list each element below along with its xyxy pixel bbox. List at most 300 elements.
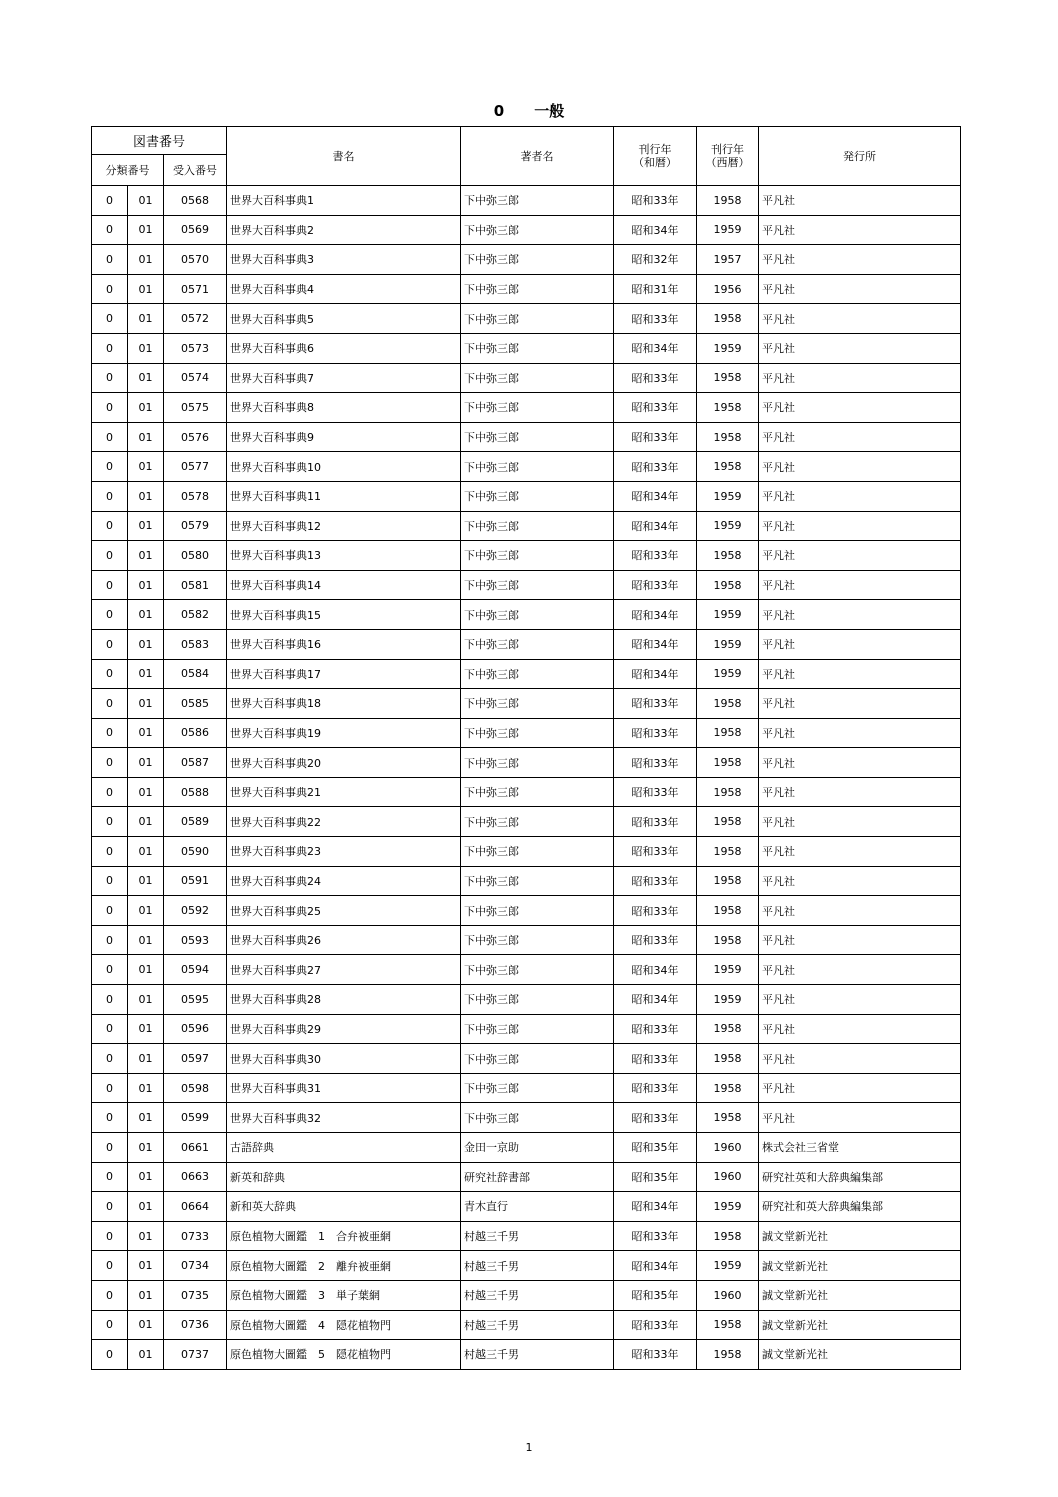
cell-year-ad: 1959	[697, 955, 759, 985]
cell-year-jp: 昭和34年	[614, 985, 697, 1015]
cell-accession-number: 0571	[164, 274, 227, 304]
cell-author: 下中弥三郎	[461, 777, 614, 807]
cell-publisher: 誠文堂新光社	[759, 1310, 961, 1340]
table-row	[92, 748, 961, 778]
cell-year-jp: 昭和33年	[614, 866, 697, 896]
cell-publisher: 平凡社	[759, 1103, 961, 1133]
cell-year-ad: 1958	[697, 777, 759, 807]
cell-publisher: 平凡社	[759, 659, 961, 689]
cell-class-subnumber: 01	[128, 1133, 164, 1163]
cell-accession-number: 0588	[164, 777, 227, 807]
cell-year-jp: 昭和33年	[614, 925, 697, 955]
cell-class-subnumber: 01	[128, 718, 164, 748]
cell-year-ad: 1958	[697, 1044, 759, 1074]
cell-author: 下中弥三郎	[461, 333, 614, 363]
cell-class-subnumber: 01	[128, 1073, 164, 1103]
cell-year-jp: 昭和33年	[614, 393, 697, 423]
cell-book-title: 世界大百科事典2	[227, 215, 461, 245]
cell-author: 下中弥三郎	[461, 748, 614, 778]
cell-class-subnumber: 01	[128, 896, 164, 926]
table-row	[92, 570, 961, 600]
cell-publisher: 平凡社	[759, 1044, 961, 1074]
cell-publisher: 誠文堂新光社	[759, 1280, 961, 1310]
header-year-ad: 刊行年 （西暦）	[697, 127, 759, 186]
cell-book-title: 世界大百科事典11	[227, 481, 461, 511]
cell-author: 下中弥三郎	[461, 422, 614, 452]
cell-publisher: 平凡社	[759, 896, 961, 926]
cell-class-subnumber: 01	[128, 1103, 164, 1133]
table-row	[92, 1014, 961, 1044]
cell-year-jp: 昭和33年	[614, 1103, 697, 1133]
cell-accession-number: 0735	[164, 1280, 227, 1310]
cell-year-ad: 1958	[697, 1014, 759, 1044]
cell-book-title: 世界大百科事典6	[227, 333, 461, 363]
header-accession: 受入番号	[164, 155, 227, 186]
cell-class-number: 0	[92, 363, 128, 393]
table-row	[92, 333, 961, 363]
table-row	[92, 985, 961, 1015]
cell-year-ad: 1956	[697, 274, 759, 304]
cell-accession-number: 0663	[164, 1162, 227, 1192]
cell-book-title: 世界大百科事典28	[227, 985, 461, 1015]
cell-class-subnumber: 01	[128, 985, 164, 1015]
cell-book-title: 世界大百科事典5	[227, 304, 461, 334]
cell-author: 下中弥三郎	[461, 689, 614, 719]
cell-year-jp: 昭和34年	[614, 659, 697, 689]
table-row	[92, 925, 961, 955]
cell-author: 下中弥三郎	[461, 304, 614, 334]
cell-year-ad: 1958	[697, 422, 759, 452]
cell-publisher: 平凡社	[759, 541, 961, 571]
cell-publisher: 平凡社	[759, 274, 961, 304]
cell-class-number: 0	[92, 245, 128, 275]
cell-accession-number: 0570	[164, 245, 227, 275]
cell-author: 下中弥三郎	[461, 215, 614, 245]
cell-year-jp: 昭和33年	[614, 1073, 697, 1103]
cell-class-number: 0	[92, 452, 128, 482]
cell-publisher: 平凡社	[759, 985, 961, 1015]
cell-accession-number: 0569	[164, 215, 227, 245]
cell-book-title: 世界大百科事典23	[227, 837, 461, 867]
cell-class-number: 0	[92, 866, 128, 896]
cell-author: 下中弥三郎	[461, 866, 614, 896]
cell-class-subnumber: 01	[128, 422, 164, 452]
cell-year-ad: 1958	[697, 363, 759, 393]
cell-class-number: 0	[92, 215, 128, 245]
cell-publisher: 平凡社	[759, 748, 961, 778]
cell-book-title: 原色植物大圖鑑 3 単子葉網	[227, 1280, 461, 1310]
cell-class-number: 0	[92, 422, 128, 452]
cell-class-subnumber: 01	[128, 1014, 164, 1044]
cell-accession-number: 0589	[164, 807, 227, 837]
cell-publisher: 研究社英和大辞典編集部	[759, 1162, 961, 1192]
cell-publisher: 平凡社	[759, 333, 961, 363]
cell-author: 下中弥三郎	[461, 718, 614, 748]
cell-publisher: 平凡社	[759, 481, 961, 511]
cell-class-subnumber: 01	[128, 511, 164, 541]
cell-accession-number: 0599	[164, 1103, 227, 1133]
cell-class-subnumber: 01	[128, 1162, 164, 1192]
cell-class-number: 0	[92, 1133, 128, 1163]
cell-publisher: 平凡社	[759, 718, 961, 748]
cell-publisher: 平凡社	[759, 422, 961, 452]
cell-book-title: 世界大百科事典30	[227, 1044, 461, 1074]
cell-accession-number: 0575	[164, 393, 227, 423]
cell-class-number: 0	[92, 1014, 128, 1044]
cell-author: 下中弥三郎	[461, 570, 614, 600]
cell-accession-number: 0584	[164, 659, 227, 689]
cell-year-ad: 1960	[697, 1133, 759, 1163]
cell-class-subnumber: 01	[128, 600, 164, 630]
cell-class-subnumber: 01	[128, 363, 164, 393]
cell-class-number: 0	[92, 274, 128, 304]
cell-year-ad: 1959	[697, 481, 759, 511]
cell-accession-number: 0733	[164, 1221, 227, 1251]
cell-book-title: 世界大百科事典1	[227, 186, 461, 216]
cell-author: 下中弥三郎	[461, 1073, 614, 1103]
cell-publisher: 平凡社	[759, 570, 961, 600]
cell-publisher: 平凡社	[759, 689, 961, 719]
cell-class-number: 0	[92, 718, 128, 748]
cell-year-ad: 1959	[697, 600, 759, 630]
cell-year-jp: 昭和33年	[614, 718, 697, 748]
cell-author: 村越三千男	[461, 1340, 614, 1370]
cell-book-title: 世界大百科事典12	[227, 511, 461, 541]
cell-author: 下中弥三郎	[461, 511, 614, 541]
table-row	[92, 393, 961, 423]
cell-year-ad: 1959	[697, 659, 759, 689]
cell-accession-number: 0596	[164, 1014, 227, 1044]
cell-book-title: 世界大百科事典21	[227, 777, 461, 807]
cell-book-title: 世界大百科事典15	[227, 600, 461, 630]
table-row	[92, 274, 961, 304]
cell-book-title: 世界大百科事典8	[227, 393, 461, 423]
table-row	[92, 363, 961, 393]
cell-class-number: 0	[92, 925, 128, 955]
cell-author: 金田一京助	[461, 1133, 614, 1163]
cell-author: 下中弥三郎	[461, 245, 614, 275]
cell-accession-number: 0579	[164, 511, 227, 541]
cell-author: 下中弥三郎	[461, 955, 614, 985]
cell-year-jp: 昭和33年	[614, 807, 697, 837]
table-row	[92, 1044, 961, 1074]
page-number: 1	[525, 1441, 533, 1454]
cell-year-jp: 昭和33年	[614, 541, 697, 571]
cell-class-number: 0	[92, 511, 128, 541]
cell-year-ad: 1958	[697, 896, 759, 926]
cell-year-jp: 昭和33年	[614, 837, 697, 867]
cell-accession-number: 0585	[164, 689, 227, 719]
cell-class-subnumber: 01	[128, 1044, 164, 1074]
section-number: 0	[493, 102, 505, 120]
cell-class-subnumber: 01	[128, 274, 164, 304]
cell-book-title: 世界大百科事典24	[227, 866, 461, 896]
cell-accession-number: 0578	[164, 481, 227, 511]
cell-class-number: 0	[92, 837, 128, 867]
cell-class-subnumber: 01	[128, 481, 164, 511]
cell-year-ad: 1959	[697, 629, 759, 659]
cell-accession-number: 0664	[164, 1192, 227, 1222]
cell-class-number: 0	[92, 600, 128, 630]
cell-year-jp: 昭和33年	[614, 570, 697, 600]
table-row	[92, 600, 961, 630]
cell-publisher: 研究社和英大辞典編集部	[759, 1192, 961, 1222]
cell-author: 下中弥三郎	[461, 629, 614, 659]
cell-year-ad: 1958	[697, 186, 759, 216]
cell-book-title: 世界大百科事典9	[227, 422, 461, 452]
cell-class-subnumber: 01	[128, 186, 164, 216]
cell-accession-number: 0597	[164, 1044, 227, 1074]
cell-year-jp: 昭和33年	[614, 777, 697, 807]
cell-year-jp: 昭和34年	[614, 511, 697, 541]
cell-class-number: 0	[92, 186, 128, 216]
cell-author: 下中弥三郎	[461, 452, 614, 482]
cell-book-title: 世界大百科事典32	[227, 1103, 461, 1133]
table-row	[92, 1310, 961, 1340]
cell-book-title: 新和英大辞典	[227, 1192, 461, 1222]
cell-book-title: 世界大百科事典17	[227, 659, 461, 689]
cell-publisher: 平凡社	[759, 363, 961, 393]
cell-year-ad: 1959	[697, 333, 759, 363]
cell-class-number: 0	[92, 777, 128, 807]
cell-year-ad: 1957	[697, 245, 759, 275]
cell-book-title: 原色植物大圖鑑 4 隠花植物門	[227, 1310, 461, 1340]
cell-publisher: 平凡社	[759, 452, 961, 482]
table-row	[92, 511, 961, 541]
cell-publisher: 平凡社	[759, 837, 961, 867]
cell-year-jp: 昭和34年	[614, 955, 697, 985]
cell-class-number: 0	[92, 1310, 128, 1340]
cell-year-ad: 1958	[697, 866, 759, 896]
cell-class-number: 0	[92, 393, 128, 423]
cell-accession-number: 0590	[164, 837, 227, 867]
cell-class-number: 0	[92, 304, 128, 334]
table-row	[92, 1162, 961, 1192]
cell-author: 下中弥三郎	[461, 985, 614, 1015]
cell-class-subnumber: 01	[128, 837, 164, 867]
cell-book-title: 原色植物大圖鑑 5 隠花植物門	[227, 1340, 461, 1370]
cell-publisher: 平凡社	[759, 511, 961, 541]
cell-accession-number: 0586	[164, 718, 227, 748]
table-row	[92, 245, 961, 275]
cell-author: 村越三千男	[461, 1280, 614, 1310]
cell-year-ad: 1958	[697, 1221, 759, 1251]
cell-class-subnumber: 01	[128, 1221, 164, 1251]
table-row	[92, 955, 961, 985]
cell-publisher: 平凡社	[759, 1073, 961, 1103]
cell-class-subnumber: 01	[128, 866, 164, 896]
cell-year-ad: 1959	[697, 985, 759, 1015]
catalog-table	[91, 126, 961, 1370]
cell-class-subnumber: 01	[128, 452, 164, 482]
cell-class-number: 0	[92, 985, 128, 1015]
header-year-jp: 刊行年 （和暦）	[614, 127, 697, 186]
table-row	[92, 422, 961, 452]
cell-year-ad: 1959	[697, 215, 759, 245]
cell-class-number: 0	[92, 1221, 128, 1251]
cell-book-title: 世界大百科事典16	[227, 629, 461, 659]
cell-class-number: 0	[92, 1073, 128, 1103]
table-row	[92, 541, 961, 571]
table-row	[92, 629, 961, 659]
cell-year-ad: 1958	[697, 1340, 759, 1370]
cell-year-ad: 1959	[697, 1192, 759, 1222]
cell-class-number: 0	[92, 1044, 128, 1074]
table-row	[92, 1192, 961, 1222]
cell-year-jp: 昭和33年	[614, 1310, 697, 1340]
cell-year-jp: 昭和33年	[614, 1014, 697, 1044]
cell-book-title: 世界大百科事典10	[227, 452, 461, 482]
cell-accession-number: 0593	[164, 925, 227, 955]
cell-class-number: 0	[92, 748, 128, 778]
cell-book-title: 世界大百科事典13	[227, 541, 461, 571]
cell-author: 下中弥三郎	[461, 1103, 614, 1133]
cell-year-jp: 昭和33年	[614, 304, 697, 334]
table-row	[92, 1073, 961, 1103]
header-author: 著者名	[461, 127, 614, 186]
cell-year-jp: 昭和33年	[614, 1340, 697, 1370]
cell-class-subnumber: 01	[128, 629, 164, 659]
cell-publisher: 誠文堂新光社	[759, 1340, 961, 1370]
cell-year-ad: 1958	[697, 393, 759, 423]
cell-book-title: 新英和辞典	[227, 1162, 461, 1192]
cell-year-jp: 昭和33年	[614, 452, 697, 482]
cell-class-subnumber: 01	[128, 807, 164, 837]
cell-publisher: 平凡社	[759, 304, 961, 334]
cell-class-number: 0	[92, 629, 128, 659]
cell-class-subnumber: 01	[128, 304, 164, 334]
header-classification: 分類番号	[92, 155, 164, 186]
cell-book-title: 世界大百科事典7	[227, 363, 461, 393]
cell-accession-number: 0587	[164, 748, 227, 778]
cell-author: 下中弥三郎	[461, 186, 614, 216]
cell-class-number: 0	[92, 1251, 128, 1281]
cell-class-subnumber: 01	[128, 748, 164, 778]
cell-author: 下中弥三郎	[461, 1044, 614, 1074]
cell-accession-number: 0574	[164, 363, 227, 393]
cell-year-ad: 1958	[697, 570, 759, 600]
cell-class-subnumber: 01	[128, 1280, 164, 1310]
cell-class-subnumber: 01	[128, 777, 164, 807]
cell-class-subnumber: 01	[128, 1310, 164, 1340]
cell-year-jp: 昭和34年	[614, 629, 697, 659]
table-row	[92, 1133, 961, 1163]
table-row	[92, 1103, 961, 1133]
cell-year-jp: 昭和33年	[614, 1221, 697, 1251]
cell-publisher: 誠文堂新光社	[759, 1251, 961, 1281]
cell-year-ad: 1958	[697, 718, 759, 748]
table-row	[92, 215, 961, 245]
cell-year-jp: 昭和33年	[614, 1044, 697, 1074]
cell-class-number: 0	[92, 1340, 128, 1370]
cell-class-number: 0	[92, 659, 128, 689]
cell-publisher: 平凡社	[759, 866, 961, 896]
cell-year-ad: 1958	[697, 1310, 759, 1340]
header-book-number: 図書番号	[92, 127, 227, 155]
table-row	[92, 837, 961, 867]
cell-book-title: 原色植物大圖鑑 2 離弁被亜網	[227, 1251, 461, 1281]
cell-accession-number: 0591	[164, 866, 227, 896]
cell-book-title: 世界大百科事典31	[227, 1073, 461, 1103]
cell-class-subnumber: 01	[128, 393, 164, 423]
cell-publisher: 誠文堂新光社	[759, 1221, 961, 1251]
cell-book-title: 世界大百科事典29	[227, 1014, 461, 1044]
cell-year-jp: 昭和34年	[614, 600, 697, 630]
cell-class-subnumber: 01	[128, 245, 164, 275]
cell-publisher: 平凡社	[759, 955, 961, 985]
cell-class-subnumber: 01	[128, 689, 164, 719]
cell-accession-number: 0582	[164, 600, 227, 630]
cell-accession-number: 0583	[164, 629, 227, 659]
cell-author: 村越三千男	[461, 1251, 614, 1281]
cell-class-number: 0	[92, 541, 128, 571]
cell-year-jp: 昭和33年	[614, 363, 697, 393]
cell-class-subnumber: 01	[128, 1251, 164, 1281]
cell-class-number: 0	[92, 896, 128, 926]
cell-book-title: 世界大百科事典14	[227, 570, 461, 600]
cell-accession-number: 0580	[164, 541, 227, 571]
cell-accession-number: 0572	[164, 304, 227, 334]
cell-year-jp: 昭和35年	[614, 1162, 697, 1192]
cell-book-title: 世界大百科事典3	[227, 245, 461, 275]
table-row	[92, 718, 961, 748]
cell-year-ad: 1958	[697, 807, 759, 837]
cell-year-ad: 1958	[697, 748, 759, 778]
cell-year-jp: 昭和34年	[614, 1192, 697, 1222]
cell-class-subnumber: 01	[128, 925, 164, 955]
cell-publisher: 平凡社	[759, 629, 961, 659]
cell-book-title: 世界大百科事典27	[227, 955, 461, 985]
header-book-title: 書名	[227, 127, 461, 186]
table-row	[92, 807, 961, 837]
cell-author: 下中弥三郎	[461, 541, 614, 571]
cell-class-number: 0	[92, 807, 128, 837]
cell-author: 研究社辞書部	[461, 1162, 614, 1192]
cell-author: 下中弥三郎	[461, 274, 614, 304]
cell-year-ad: 1958	[697, 541, 759, 571]
cell-year-ad: 1959	[697, 1251, 759, 1281]
cell-class-number: 0	[92, 1103, 128, 1133]
cell-year-jp: 昭和35年	[614, 1280, 697, 1310]
table-row	[92, 452, 961, 482]
cell-class-number: 0	[92, 481, 128, 511]
catalog-rows	[92, 186, 961, 1370]
cell-class-subnumber: 01	[128, 659, 164, 689]
cell-book-title: 世界大百科事典22	[227, 807, 461, 837]
cell-accession-number: 0661	[164, 1133, 227, 1163]
cell-class-number: 0	[92, 1192, 128, 1222]
cell-class-subnumber: 01	[128, 541, 164, 571]
cell-book-title: 世界大百科事典18	[227, 689, 461, 719]
cell-accession-number: 0573	[164, 333, 227, 363]
cell-author: 下中弥三郎	[461, 807, 614, 837]
cell-author: 下中弥三郎	[461, 600, 614, 630]
cell-year-ad: 1958	[697, 837, 759, 867]
cell-author: 青木直行	[461, 1192, 614, 1222]
cell-year-ad: 1958	[697, 1103, 759, 1133]
cell-book-title: 世界大百科事典26	[227, 925, 461, 955]
table-row	[92, 659, 961, 689]
cell-year-jp: 昭和31年	[614, 274, 697, 304]
cell-class-subnumber: 01	[128, 955, 164, 985]
cell-year-ad: 1958	[697, 1073, 759, 1103]
cell-author: 下中弥三郎	[461, 925, 614, 955]
cell-class-number: 0	[92, 1162, 128, 1192]
cell-class-subnumber: 01	[128, 570, 164, 600]
cell-publisher: 平凡社	[759, 393, 961, 423]
cell-year-ad: 1959	[697, 511, 759, 541]
cell-book-title: 世界大百科事典4	[227, 274, 461, 304]
